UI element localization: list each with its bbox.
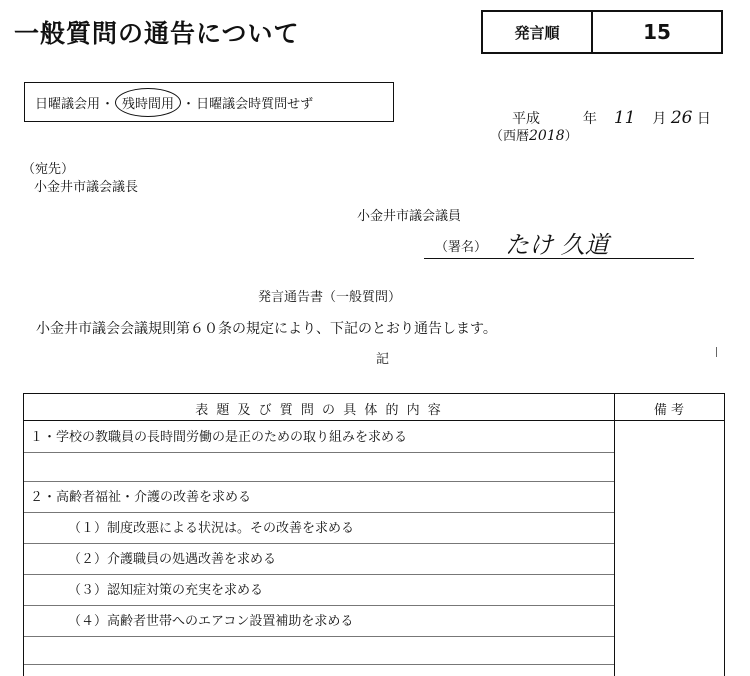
table-header-divider <box>24 420 724 421</box>
signature-label: （署名） <box>435 240 488 255</box>
page-title: 一般質問の通告について <box>14 19 300 48</box>
table-row: （４）高齢者世帯へのエアコン設置補助を求める <box>68 614 354 629</box>
western-year-suffix: ） <box>564 129 578 144</box>
speaking-order-number: 15 <box>643 20 671 44</box>
table-row-divider <box>24 543 614 544</box>
option-separator: ・ <box>182 96 196 112</box>
date-month-unit: 月 <box>652 111 667 127</box>
speaking-order-label: 発言順 <box>483 12 593 52</box>
signature-underline <box>424 258 694 259</box>
date-year-unit: 年 <box>582 111 597 127</box>
table-row-divider <box>24 664 614 665</box>
speaking-order-box <box>481 10 723 54</box>
addressee-name: 小金井市議会議長 <box>34 180 139 195</box>
table-row: （１）制度改悪による状況は。その改善を求める <box>68 521 355 536</box>
table-row-divider <box>24 452 614 453</box>
notice-statement: 小金井市議会会議規則第６０条の規定により、下記のとおり通告します。 <box>36 321 497 337</box>
table-row-divider <box>24 512 614 513</box>
table-row-divider <box>24 481 614 482</box>
option-sunday-session: 日曜議会用 <box>35 96 101 112</box>
table-row-divider <box>24 605 614 606</box>
table-row: ２・高齢者福祉・介護の改善を求める <box>30 490 252 505</box>
date-era: 平成 <box>512 111 540 127</box>
session-options-box <box>24 82 394 122</box>
table-row: １・学校の教職員の長時間労働の是正のための取り組みを求める <box>30 430 408 445</box>
table-row: （２）介護職員の処遇改善を求める <box>68 552 277 567</box>
addressee-label: （宛先） <box>22 162 75 177</box>
sender-title: 小金井市議会議員 <box>357 209 462 224</box>
option-no-question: 日曜議会時質問せず <box>196 96 314 112</box>
question-table <box>23 393 725 676</box>
option-separator: ・ <box>101 96 115 112</box>
table-row: （３）認知症対策の充実を求める <box>68 583 264 598</box>
scan-mark <box>716 347 717 357</box>
handwritten-signature: たけ 久道 <box>505 231 609 259</box>
ki-heading: 記 <box>376 352 390 367</box>
table-header-notes: 備 考 <box>653 403 685 418</box>
western-year-prefix: （西暦 <box>490 129 530 144</box>
date-day: 26 <box>670 108 693 128</box>
document-title: 発言通告書（一般質問） <box>258 290 402 305</box>
table-row-divider <box>24 636 614 637</box>
table-row-divider <box>24 574 614 575</box>
table-header-content: 表 題 及 び 質 問 の 具 体 的 内 容 <box>195 403 443 418</box>
date-month: 11 <box>613 108 636 128</box>
western-year <box>490 125 578 144</box>
date-day-unit: 日 <box>696 111 711 127</box>
western-year-value: 2018 <box>529 128 565 144</box>
table-column-divider <box>614 394 615 676</box>
option-remaining-time: 残時間用 <box>115 88 181 117</box>
